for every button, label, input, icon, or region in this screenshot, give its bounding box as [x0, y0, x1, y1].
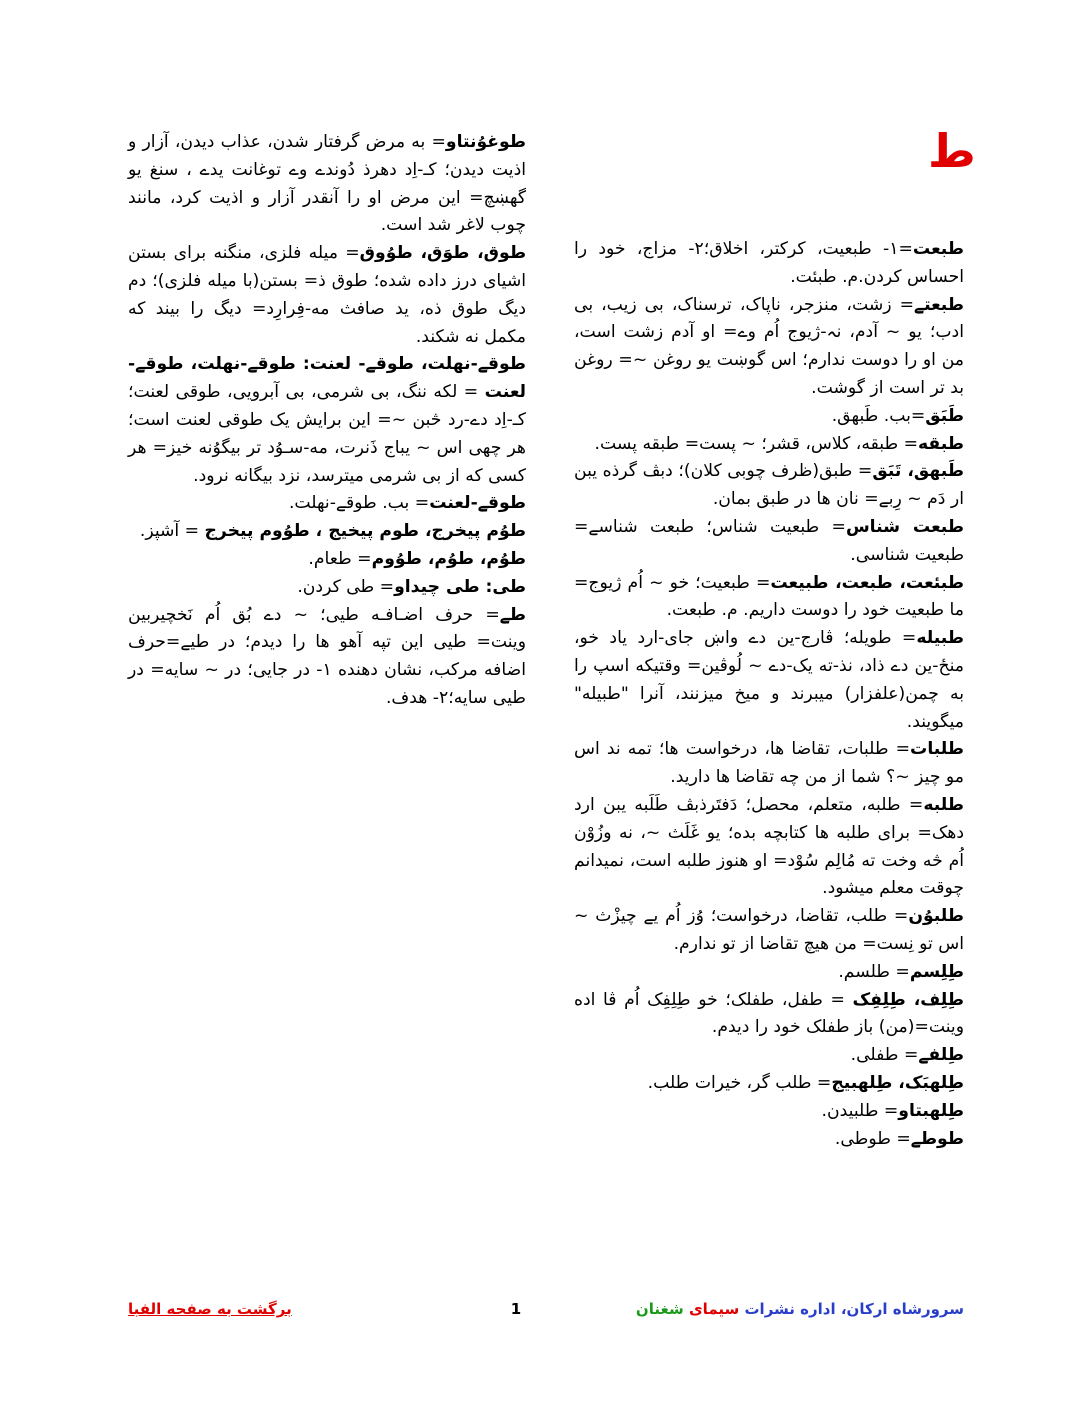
entry-definition: = طبعیت شناس؛ طبعت شناسے= طبعیت شناسی.: [574, 516, 964, 565]
dictionary-entry: [128, 518, 526, 546]
dictionary-column-left: [128, 129, 526, 713]
entry-definition: = طوطی.: [834, 1128, 911, 1149]
entry-definition: = طبق(ظرف چوبی کلان)؛ دبڤ گرذه یبن ار دَم ~ رِبے= نان ها در طبق بمان.: [574, 461, 964, 510]
entry-definition: = بب. طوقے-نهلت.: [288, 493, 430, 514]
entry-headword: طے: [499, 604, 526, 625]
entry-definition: = طی کردن.: [297, 576, 395, 597]
entry-headword: طلبه: [923, 794, 964, 815]
entry-headword: طوغوُنتاو: [445, 132, 526, 152]
dictionary-entry: [574, 1098, 964, 1126]
entry-definition: = طفل، طفلک؛ خو طِلِفِک اُم ڤا اده وینت=(من) باز طفلک خود را دیدم.: [574, 989, 964, 1038]
dictionary-entry: [574, 1070, 964, 1098]
dictionary-entry: [574, 1042, 964, 1070]
entry-headword: طَبَق: [925, 405, 964, 426]
entry-headword: طِلهبَک، طِلهبیج: [831, 1072, 964, 1093]
entry-definition: =۱- طبعیت، کرکتر، اخلاق؛۲- مزاج، خود را احساس کردن.م. طبئت.: [574, 239, 964, 287]
dictionary-entry: [128, 129, 526, 240]
publisher-name-part-2: شغنان: [635, 1300, 684, 1318]
entry-headword: طِلفے: [918, 1045, 964, 1066]
entry-headword: طبئعت، طبعت، طبیعت: [770, 572, 964, 593]
dictionary-entry: [128, 602, 526, 713]
entry-headword: طلبات: [910, 739, 964, 760]
entry-definition: = طلبات، تقاضا ها، درخواست ها؛ تمه ند اس مو چیز ~؟ شما از من چه تقاضا ها دارید.: [574, 739, 964, 788]
dictionary-entry: [128, 574, 526, 602]
dictionary-entry: [574, 987, 964, 1043]
publisher-name-part-1: سیمای: [688, 1300, 740, 1318]
dictionary-entry: [128, 490, 526, 518]
author-name: سرورشاه ارکان،: [840, 1300, 964, 1318]
entry-headword: طَبهق، تَبَق: [872, 461, 964, 482]
entry-definition: = طفلی.: [850, 1045, 919, 1066]
dictionary-column-right: [574, 236, 964, 1153]
entry-headword: طبقه: [918, 433, 964, 454]
dictionary-entry: [574, 514, 964, 570]
dictionary-entry: [574, 959, 964, 987]
entry-definition: = طلبه، متعلم، محصل؛ دَفتَرذبڤ طَلَبه یبن ارد دهک= برای طلبه ها کتابچه بده؛ یو غَلَث ~، نه وزُوْن اُم څه وخت ته مُالِم سُوْد= او هنوز طلبه است، نمیدانم چوقت معلم میشود.: [574, 794, 964, 899]
dictionary-entry: [574, 236, 964, 292]
entry-headword: طوُم پیخرج، طوم پیخیج ، طوُوم پیخرج: [204, 521, 526, 542]
entry-headword: طوق، طوَق، طوُوق: [359, 243, 527, 264]
entry-definition: = طلبیدن.: [821, 1100, 899, 1121]
dictionary-entry: [574, 625, 964, 736]
dictionary-entry: [128, 240, 526, 351]
entry-headword: طِلِف، طِلِفِک: [852, 989, 964, 1010]
dictionary-entry: [574, 792, 964, 903]
entry-headword: طوطے: [910, 1128, 964, 1149]
entry-definition: = میله فلزی، منگنه برای بستن اشیای درز داده شده؛ طوق ذ= بستن(با میله فلزی)؛ دم دیگ طوق ذه، ید صافث مه-فِرارِد= دیگ را بیند که مکمل نه شکند.: [128, 243, 526, 347]
entry-headword: طی: طی چیداو: [394, 576, 526, 597]
dictionary-entry: [574, 458, 964, 514]
section-letter: ط: [928, 124, 976, 178]
entry-headword: طبعت: [912, 239, 964, 259]
entry-definition: = طلب گر، خیرات طلب.: [647, 1072, 832, 1093]
entry-definition: = به مرض گرفتار شدن، عذاب دیدن، آزار و اذیت دیدن؛ کـ-اِد دهرذ دُوندے وے توغانت یدے ، سنغ یو گهښچ= این مرض او را آنقدر آزار و اذیت کرد، مانند چوب لاغر شد است.: [128, 132, 526, 236]
entry-definition: = حرف اضـافـه طیی؛ ~ دے بُق اُم نَخچیربین وینت= طیی این تپه آهو ها را دیدم؛ در طیے=حرف اضافه مرکب، نشان دهنده ۱- در جایی؛ در ~ سایه= در طیی سایه؛۲- هدف.: [128, 604, 527, 708]
publisher-credit: [636, 1300, 964, 1318]
entry-headword: طوقے-نهلت، طوقے- لعنت: طوقے-نهلت، طوقے- لعنت: [128, 354, 526, 403]
entry-headword: طبعت شناس: [845, 516, 964, 537]
page-footer: [128, 1300, 964, 1322]
entry-headword: طبیله: [916, 628, 964, 649]
entry-definition: =بب. طَبهق.: [831, 405, 926, 426]
entry-definition: = طبعیت؛ خو ~ اُم ژیوج= ما طبعیت خود را دوست داریم. م. طبعت.: [574, 572, 964, 621]
entry-definition: = طبقه، کلاس، قشر؛ ~ پست= طبقه پست.: [594, 433, 918, 454]
entry-definition: = طلب، تقاضا، درخواست؛ وُز اُم یے چیزْث ~ اس تو نِست= من هیچ تقاضا از تو ندارم.: [574, 906, 964, 954]
entry-headword: طوقے-لعنت: [429, 493, 526, 514]
entry-headword: طلبوُن: [908, 906, 964, 927]
entry-headword: طوُم، طوُم، طوُوم: [371, 548, 526, 569]
dictionary-entry: [128, 546, 526, 574]
entry-headword: طبعتے: [914, 294, 964, 315]
dictionary-entry: [574, 1126, 964, 1154]
page-number: 1: [510, 1300, 522, 1318]
publisher-prefix: اداره نشرات: [744, 1300, 836, 1318]
entry-definition: = زشت، منزجر، ناپاک، ترسناک، بی زیب، بی ادب؛ یو ~ آدم، نہ-ژیوج اُم وے= او آدم زشت است، من او را دوست ندارم؛ اس گوښت یو روغن ~= روغن بد تر است از گوشت.: [574, 294, 964, 398]
dictionary-entry: [574, 431, 964, 459]
dictionary-entry: [128, 351, 526, 490]
entry-definition: = طویله؛ ڤارج-ین دے واښ جای-ارد یاد خو، منځ-ین دے ذاد، نذ-ته یک-دے ~ لُوڤین= وقتیکه اسپ را به چمن(علفزار) میبرند و میخ میزنند، آنرا "طبیله" میگویند.: [574, 628, 964, 732]
dictionary-entry: [574, 570, 964, 626]
dictionary-entry: [574, 292, 964, 403]
entry-definition: = آشپز.: [139, 521, 205, 542]
entry-definition: = لکه ننگ، بی شرمی، بی آبرویی، طوقی لعنت؛ کـ-اِد دے-رد څبن ~= این برایش یک طوقی لعنت است؛ هر چهی اس ~ یباج ذَنرت، مه-سـوُد تر بیگوُنه خیز= هر کسی که از بی شرمی میترسد، نزد بیگانه نرود.: [128, 382, 526, 486]
dictionary-entry: [574, 736, 964, 792]
back-to-alphabet-link[interactable]: برگشت به صفحه الفبا: [128, 1300, 292, 1318]
dictionary-entry: [574, 903, 964, 959]
entry-headword: طِلهبتاو: [898, 1100, 964, 1121]
dictionary-entry: [574, 403, 964, 431]
entry-headword: طِلِسم: [909, 961, 964, 982]
entry-definition: = طعام.: [308, 548, 372, 569]
entry-definition: = طلسم.: [838, 961, 910, 982]
